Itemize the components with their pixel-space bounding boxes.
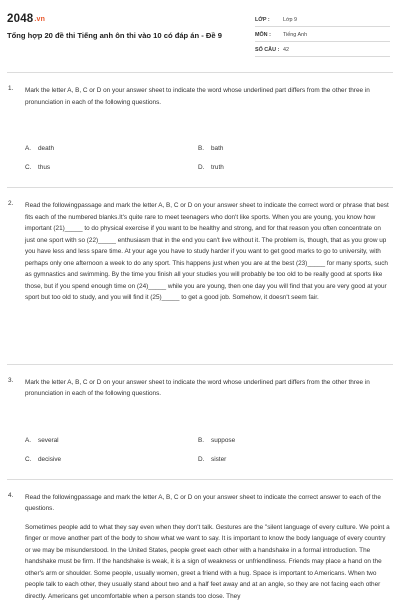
option-a[interactable]: A. several	[25, 437, 198, 444]
question-2	[0, 188, 400, 364]
question-list	[0, 72, 400, 602]
document-meta	[255, 14, 390, 59]
option-c[interactable]: C. decisive	[25, 456, 198, 463]
question-text: Read the followingpassage and mark the letter A, B, C or D on your answer sheet to indicate the correct answer to each of the questions.	[25, 492, 391, 515]
question-number: 1.	[8, 85, 13, 92]
option-c[interactable]: C. thus	[25, 164, 198, 171]
option-text: death	[38, 145, 54, 152]
site-logo[interactable]	[7, 13, 45, 25]
meta-label-grade: LỚP :	[255, 17, 283, 23]
meta-label-question-count: SỐ CÂU :	[255, 47, 283, 53]
question-text: Mark the letter A, B, C or D on your answer sheet to indicate the word whose underlined part differs from the other three in pronunciation in each of the following questions.	[25, 85, 391, 108]
logo-text: 2048	[7, 13, 33, 25]
option-b[interactable]: B. suppose	[198, 437, 368, 444]
option-b[interactable]: B. bath	[198, 145, 368, 152]
option-a[interactable]: A. death	[25, 145, 198, 152]
option-d[interactable]: D. truth	[198, 164, 368, 171]
document-title: Tổng hợp 20 đề thi Tiếng anh ôn thi vào 10 có đáp án - Đề 9	[7, 31, 252, 41]
question-1	[0, 73, 400, 187]
option-text: bath	[211, 145, 223, 152]
question-number: 4.	[8, 492, 13, 499]
meta-row-question-count	[255, 44, 390, 57]
reading-passage: Sometimes people add to what they say even when they don't talk. Gestures are the "silent language of every culture. We point a finger or move another part of the body to show what we want to say. It is important to know the body language of every country or we may be misunderstood. In the United States, people greet each other with a handshake in a formal introduction. The handshake must be firm. If the handshake is weak, it is a sign of weakness or unfriendliness. Friends may place a hand on the other's arm or shoulder. Some people, usually women, greet a friend with a hug. Space is important to Americans. When two people talk to each other, they usually stand about two and a half feet away and at an angle, so they are not facing each other directly. Americans get uncomfortable when a person stands too close. They	[25, 522, 391, 602]
option-text: decisive	[38, 456, 61, 463]
question-number: 3.	[8, 377, 13, 384]
question-3	[0, 365, 400, 479]
meta-value-grade: Lớp 9	[283, 17, 297, 23]
question-text: Read the followingpassage and mark the letter A, B, C or D on your answer sheet to indicate the correct word or phrase that best fits each of the numbered blanks.It's quite rare to meet teenagers who don't like sports. When you are young, you know how important (21)_____ to do physical exercise if you want to be healthy and strong, and for that reason you often concentrate on just one sport with so (22)_____ enthusiasm that in the end you can't live without it. The problem is, though, that as you grow up you have less and less spare time. At your age you have to study harder if you want to get good marks to go to university, with perhaps only one afternoon a week to do any sport. This happens just when you are at the best (23)_____ for many sports, such as gymnastics and swimming. By the time you finish all your studies you will probably be too old to be really good at sports like those, but if you spend enough time on (24)_____ while you are young, then one day you will find that you are very good at your sport but too old to study, and you will find it (25)_____ to get a good job. Somehow, it doesn't seem fair.	[25, 200, 391, 364]
header	[0, 0, 400, 62]
option-text: suppose	[211, 437, 235, 444]
question-4	[0, 480, 400, 602]
answer-options	[25, 145, 391, 187]
question-number: 2.	[8, 200, 13, 207]
option-text: several	[38, 437, 59, 444]
option-d[interactable]: D. sister	[198, 456, 368, 463]
meta-row-grade	[255, 14, 390, 27]
option-text: thus	[38, 164, 50, 171]
meta-value-question-count: 42	[283, 47, 289, 53]
meta-label-subject: MÔN :	[255, 32, 283, 38]
answer-options	[25, 437, 391, 479]
meta-value-subject: Tiếng Anh	[283, 32, 307, 38]
option-text: sister	[211, 456, 226, 463]
option-text: truth	[211, 164, 224, 171]
logo-suffix: .vn	[34, 16, 45, 23]
question-text: Mark the letter A, B, C or D on your answer sheet to indicate the word whose underlined part differs from the other three in pronunciation in each of the following questions.	[25, 377, 391, 400]
meta-row-subject	[255, 29, 390, 42]
